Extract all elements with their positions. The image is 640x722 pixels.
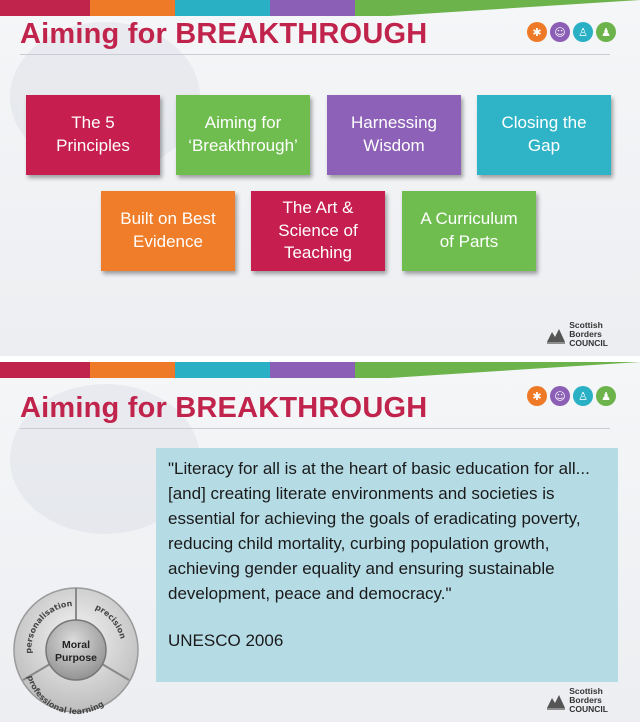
color-stripe	[0, 362, 640, 378]
sun-icon: ✱	[527, 22, 547, 42]
council-logo	[546, 321, 608, 348]
moral-purpose-badge	[10, 584, 142, 716]
council-logo	[546, 687, 608, 714]
slide-2	[0, 362, 640, 722]
box-art-science-teaching: The Art & Science of Teaching	[251, 191, 385, 271]
sun-icon: ✱	[527, 386, 547, 406]
ring-label-top-right: precision	[93, 602, 128, 640]
quote-box	[156, 448, 618, 682]
title-divider	[20, 54, 610, 55]
box-built-on-best-evidence: Built on Best Evidence	[101, 191, 235, 271]
badge-center-line-1: Moral	[61, 639, 91, 651]
council-logo-icon	[546, 692, 566, 710]
box-closing-the-gap: Closing the Gap	[477, 95, 611, 175]
council-logo-icon	[546, 326, 566, 344]
family-icon: ♙	[573, 22, 593, 42]
council-logo-text: Scottish Borders COUNCIL	[569, 320, 608, 348]
person-icon: ☺	[550, 22, 570, 42]
box-harnessing-wisdom: Harnessing Wisdom	[327, 95, 461, 175]
title-divider	[20, 428, 610, 429]
slide-1	[0, 0, 640, 356]
icon-group	[527, 386, 616, 406]
badge-center-line-2: Purpose	[54, 652, 98, 664]
color-stripe	[0, 0, 640, 16]
slide-title: Aiming for BREAKTHROUGH	[20, 18, 428, 50]
family-icon: ♙	[573, 386, 593, 406]
ring-label-bottom: professional learning	[25, 674, 106, 716]
slide-title: Aiming for BREAKTHROUGH	[20, 392, 428, 424]
box-curriculum-of-parts: A Curriculum of Parts	[402, 191, 536, 271]
box-5-principles: The 5 Principles	[26, 95, 160, 175]
quote-text: "Literacy for all is at the heart of basic education for all... [and] creating literate environments and societies is essential for achieving the goals of eradicating poverty, reducing child mortality, curbing population growth, achieving gender equality and ensuring sustainable development, peace and democracy."	[168, 459, 590, 603]
badge-graphic	[10, 584, 142, 716]
quote-source: UNESCO 2006	[168, 631, 284, 650]
box-aiming-for-breakthrough: Aiming for ‘Breakthrough’	[176, 95, 310, 175]
group-icon: ♟	[596, 22, 616, 42]
person-icon: ☺	[550, 386, 570, 406]
council-logo-text: Scottish Borders COUNCIL	[569, 686, 608, 714]
group-icon: ♟	[596, 386, 616, 406]
icon-group	[527, 22, 616, 42]
ring-label-top-left: personalisation	[24, 598, 73, 654]
